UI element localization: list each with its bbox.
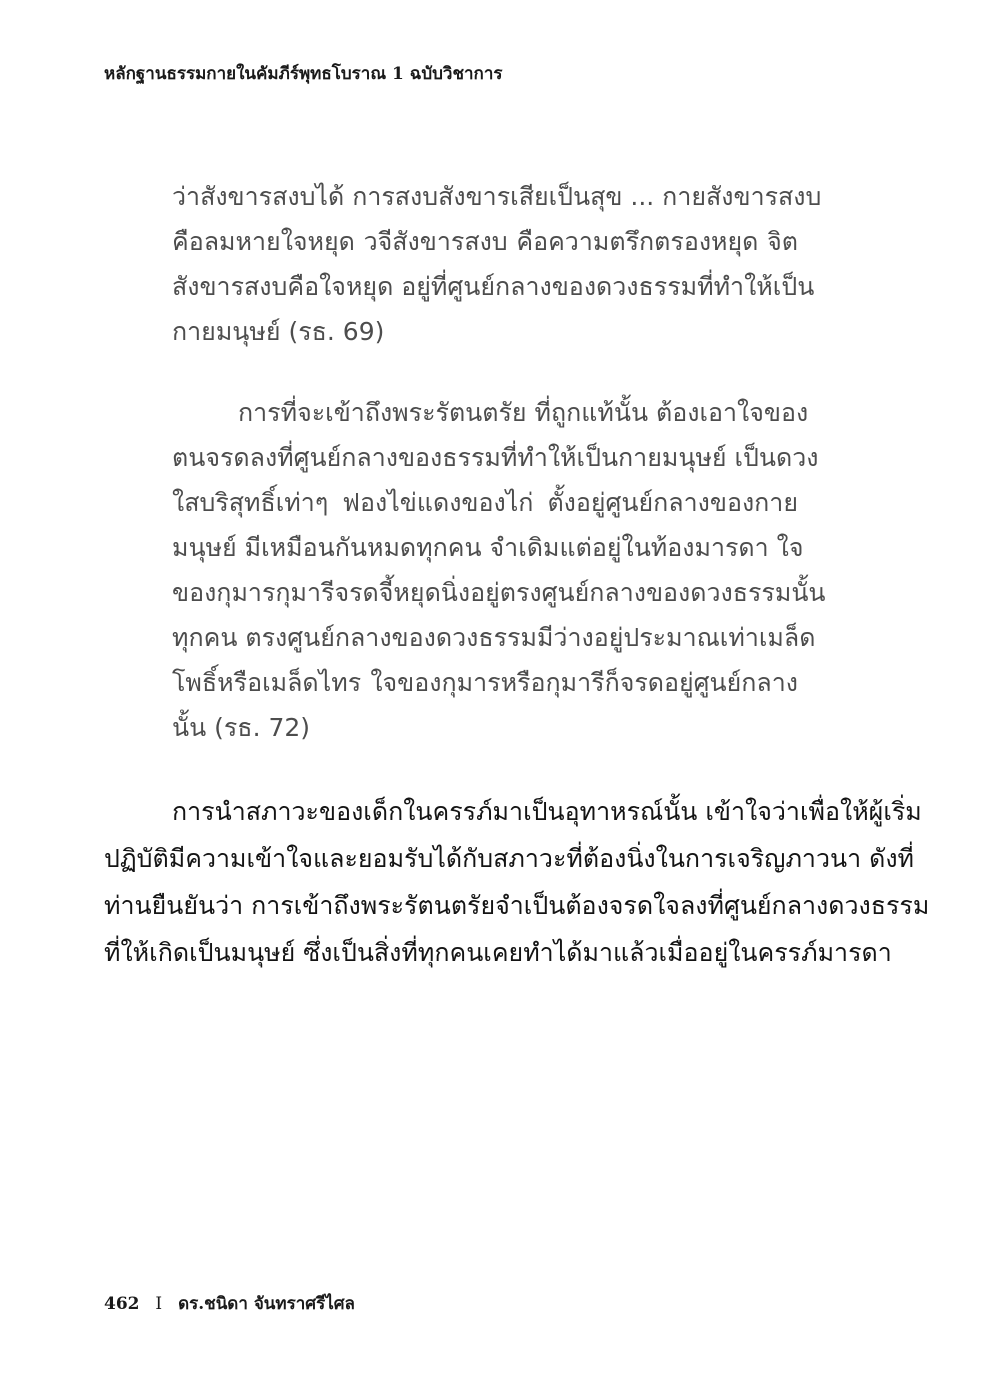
quote-line: นั้น (รธ. 72) bbox=[172, 713, 311, 742]
quote-line: ว่าสังขารสงบได้ การสงบสังขารเสียเป็นสุข ... กายสังขารสงบ bbox=[172, 182, 822, 211]
running-header bbox=[104, 60, 503, 87]
author-name: ดร.ชนิดา จันทราศรีไศล bbox=[178, 1294, 355, 1314]
book-title: หลักฐานธรรมกายในคัมภีร์พุทธโบราณ 1 ฉบับวิชาการ bbox=[104, 64, 503, 84]
paragraph-line: ท่านยืนยันว่า การเข้าถึงพระรัตนตรัยจำเป็นต้องจรดใจลงที่ศูนย์กลางดวงธรรม bbox=[104, 891, 930, 920]
body-paragraph bbox=[104, 788, 930, 976]
page-number: 462 bbox=[104, 1294, 140, 1314]
quote-line: มนุษย์ มีเหมือนกันหมดทุกคน จำเดิมแต่อยู่ในท้องมารดา ใจ bbox=[172, 533, 804, 562]
quote-line: คือลมหายใจหยุด วจีสังขารสงบ คือความตรึกตรองหยุด จิต bbox=[172, 227, 798, 256]
quote-gap bbox=[172, 354, 798, 390]
quote-line: โพธิ์หรือเมล็ดไทร ใจของกุมารหรือกุมารีก็จรดอยู่ศูนย์กลาง bbox=[172, 668, 798, 697]
paragraph-line: การนำสภาวะของเด็กในครรภ์มาเป็นอุทาหรณ์นั้น เข้าใจว่าเพื่อให้ผู้เริ่ม bbox=[172, 797, 922, 826]
page-footer bbox=[104, 1290, 355, 1317]
quote-line: กายมนุษย์ (รธ. 69) bbox=[172, 317, 385, 346]
quote-line: ทุกคน ตรงศูนย์กลางของดวงธรรมมีว่างอยู่ประมาณเท่าเมล็ด bbox=[172, 623, 816, 652]
block-quote bbox=[172, 174, 826, 750]
paragraph-line: ที่ให้เกิดเป็นมนุษย์ ซึ่งเป็นสิ่งที่ทุกคนเคยทำได้มาแล้วเมื่ออยู่ในครรภ์มารดา bbox=[104, 938, 892, 967]
footer-separator: I bbox=[155, 1294, 163, 1314]
quote-line: การที่จะเข้าถึงพระรัตนตรัย ที่ถูกแท้นั้น ต้องเอาใจของ bbox=[238, 398, 809, 427]
quote-line: ตนจรดลงที่ศูนย์กลางของธรรมที่ทำให้เป็นกายมนุษย์ เป็นดวง bbox=[172, 443, 819, 472]
quote-line: ใสบริสุทธิ์เท่าๆ ฟองไข่แดงของไก่ ตั้งอยู่ศูนย์กลางของกาย bbox=[172, 488, 798, 517]
quote-line: สังขารสงบคือใจหยุด อยู่ที่ศูนย์กลางของดวงธรรมที่ทำให้เป็น bbox=[172, 272, 815, 301]
paragraph-line: ปฏิบัติมีความเข้าใจและยอมรับได้กับสภาวะที่ต้องนิ่งในการเจริญภาวนา ดังที่ bbox=[104, 844, 915, 873]
quote-line: ของกุมารกุมารีจรดจี้หยุดนิ่งอยู่ตรงศูนย์กลางของดวงธรรมนั้น bbox=[172, 578, 826, 607]
